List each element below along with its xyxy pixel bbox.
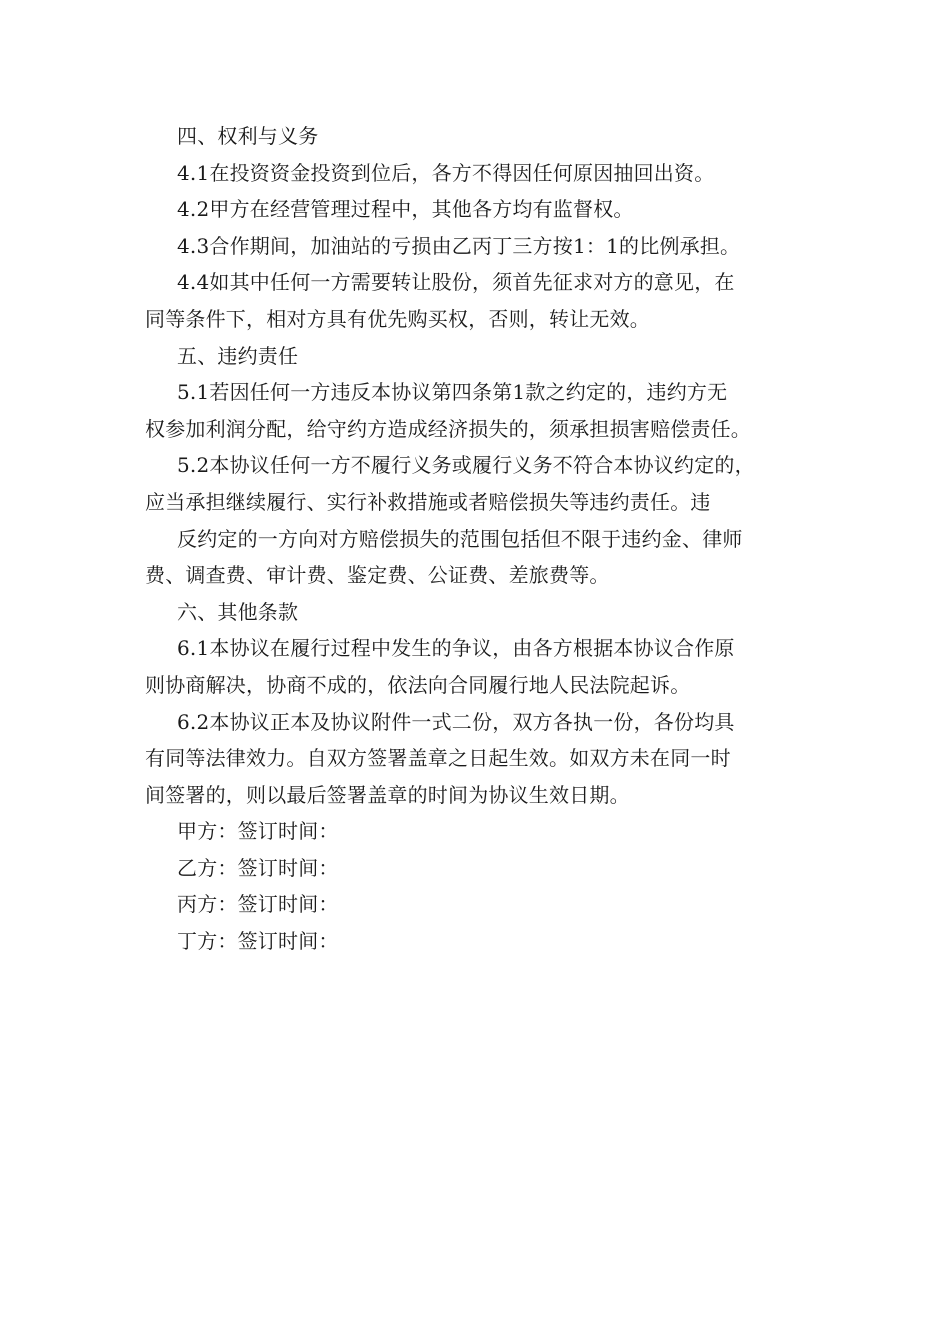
clause-4-2: 4.2甲方在经营管理过程中，其他各方均有监督权。 [177,197,634,222]
section-heading-other-terms: 六、其他条款 [177,599,299,624]
signature-party-a: 甲方：签订时间： [177,819,339,844]
signature-party-b: 乙方：签订时间： [177,855,339,880]
clause-5-2-line-4: 费、调查费、审计费、鉴定费、公证费、差旅费等。 [145,563,610,588]
clause-5-1-line-2: 权参加利润分配，给守约方造成经济损失的，须承担损害赔偿责任。 [145,416,751,441]
section-heading-rights-obligations: 四、权利与义务 [177,124,319,148]
clause-6-2-line-3: 间签署的，则以最后签署盖章的时间为协议生效日期。 [145,782,630,807]
clause-4-4-line-2: 同等条件下，相对方具有优先购买权，否则，转让无效。 [145,306,650,331]
clause-5-1-line-1: 5.1若因任何一方违反本协议第四条第1款之约定的，违约方无 [177,380,728,405]
clause-4-4-line-1: 4.4如其中任何一方需要转让股份，须首先征求对方的意见，在 [177,270,735,295]
signature-party-d: 丁方：签订时间： [177,929,339,954]
clause-6-1-line-2: 则协商解决，协商不成的，依法向合同履行地人民法院起诉。 [145,672,691,697]
clause-5-2-line-2: 应当承担继续履行、实行补救措施或者赔偿损失等违约责任。违 [145,489,711,514]
signature-party-c: 丙方：签订时间： [177,892,339,917]
clause-5-2-line-1: 5.2本协议任何一方不履行义务或履行义务不符合本协议约定的， [177,453,755,478]
document-body [145,118,815,960]
clause-6-2-line-1: 6.2本协议正本及协议附件一式二份，双方各执一份，各份均具 [177,709,735,734]
section-heading-liability: 五、违约责任 [177,343,299,368]
clause-6-2-line-2: 有同等法律效力。自双方签署盖章之日起生效。如双方未在同一时 [145,746,731,771]
clause-6-1-line-1: 6.1本协议在履行过程中发生的争议，由各方根据本协议合作原 [177,636,735,661]
clause-5-2-line-3: 反约定的一方向对方赔偿损失的范围包括但不限于违约金、律师 [177,526,743,551]
clause-4-1: 4.1在投资资金投资到位后，各方不得因任何原因抽回出资。 [177,160,715,185]
clause-4-3: 4.3合作期间，加油站的亏损由乙丙丁三方按1：1的比例承担。 [177,233,741,258]
